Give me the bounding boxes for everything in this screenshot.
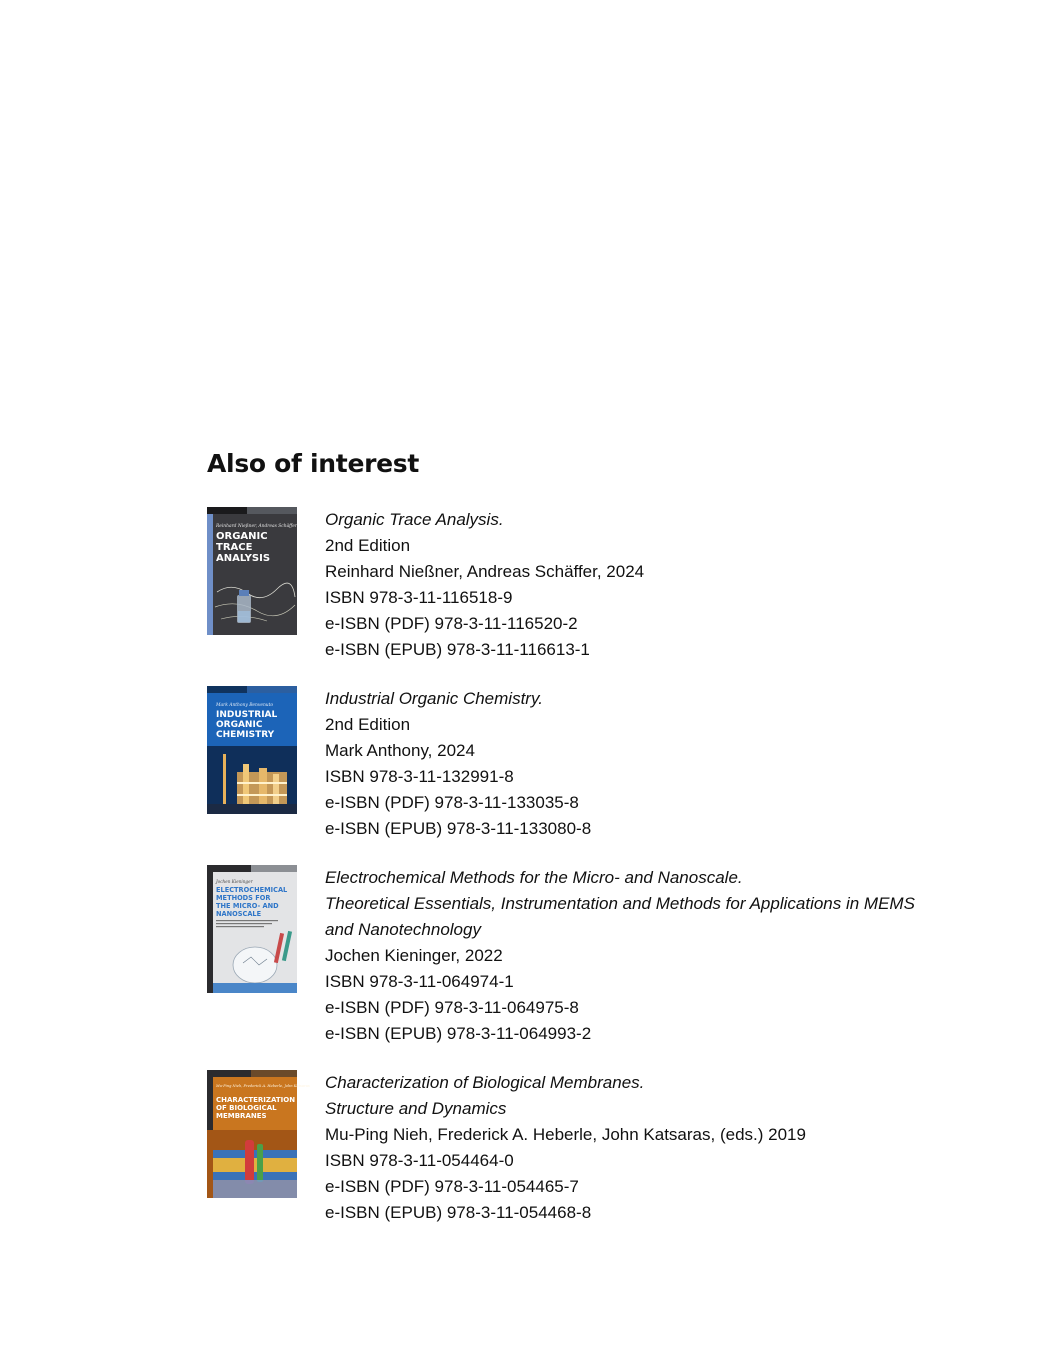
book-eisbn-epub: e-ISBN (EPUB) 978-3-11-054468-8 <box>325 1203 592 1222</box>
cover-title-line: CHARACTERIZATION <box>216 1096 296 1104</box>
cover-title-line: MEMBRANES <box>216 1112 267 1120</box>
book-subtitle: Theoretical Essentials, Instrumentation and Methods for Applications in MEMS <box>325 894 915 913</box>
book-eisbn-pdf: e-ISBN (PDF) 978-3-11-064975-8 <box>325 998 579 1017</box>
book-authors: Mark Anthony, 2024 <box>325 741 475 760</box>
book-title: Organic Trace Analysis. <box>325 510 504 529</box>
cover-title-line: CHEMISTRY <box>216 730 275 740</box>
cover-title-line: ORGANIC <box>216 531 268 542</box>
cover-authors: Mark Anthony Benvenuto <box>216 703 274 708</box>
book-eisbn-epub: e-ISBN (EPUB) 978-3-11-064993-2 <box>325 1024 592 1043</box>
book-title: Characterization of Biological Membranes. <box>325 1073 645 1092</box>
cover-authors: Jochen Kieninger <box>216 879 253 884</box>
book-title: Electrochemical Methods for the Micro- and Nanoscale. <box>325 868 743 887</box>
book-eisbn-epub: e-ISBN (EPUB) 978-3-11-133080-8 <box>325 819 592 838</box>
cover-title-line: ORGANIC <box>216 720 263 730</box>
cover-authors: Mu-Ping Nieh, Frederick A. Heberle, John Katsaras <box>216 1084 310 1088</box>
cover-title-line: INDUSTRIAL <box>216 710 278 720</box>
organic-trace-analysis-cover[interactable] <box>207 507 297 635</box>
book-details <box>325 686 591 842</box>
book-details <box>325 865 915 1047</box>
book-authors: Jochen Kieninger, 2022 <box>325 946 503 965</box>
book-details <box>325 1070 806 1226</box>
book-eisbn-pdf: e-ISBN (PDF) 978-3-11-133035-8 <box>325 793 579 812</box>
cover-title-line: NANOSCALE <box>216 910 262 918</box>
book-eisbn-pdf: e-ISBN (PDF) 978-3-11-116520-2 <box>325 614 578 633</box>
cover-title-line: ELECTROCHEMICAL <box>216 886 288 894</box>
book-isbn: ISBN 978-3-11-054464-0 <box>325 1151 514 1170</box>
book-isbn: ISBN 978-3-11-132991-8 <box>325 767 514 786</box>
book-eisbn-pdf: e-ISBN (PDF) 978-3-11-054465-7 <box>325 1177 579 1196</box>
book-authors: Reinhard Nießner, Andreas Schäffer, 2024 <box>325 562 645 581</box>
page-heading: Also of interest <box>207 449 420 478</box>
book-edition: 2nd Edition <box>325 536 411 555</box>
book-subtitle: Structure and Dynamics <box>325 1099 507 1118</box>
cover-title-line: METHODS FOR <box>216 894 271 902</box>
electrochemical-methods-cover[interactable] <box>207 865 297 993</box>
book-isbn: ISBN 978-3-11-116518-9 <box>325 588 513 607</box>
cover-authors: Reinhard Nießner, Andreas Schäffer <box>216 524 297 529</box>
book-subtitle: and Nanotechnology <box>325 920 481 939</box>
book-details <box>325 507 644 663</box>
biological-membranes-cover[interactable] <box>207 1070 310 1198</box>
book-isbn: ISBN 978-3-11-064974-1 <box>325 972 514 991</box>
cover-title-line: OF BIOLOGICAL <box>216 1104 277 1112</box>
cover-title-line: ANALYSIS <box>216 553 271 564</box>
book-authors: Mu-Ping Nieh, Frederick A. Heberle, John Katsaras, (eds.) 2019 <box>325 1125 806 1144</box>
book-edition: 2nd Edition <box>325 715 411 734</box>
book-title: Industrial Organic Chemistry. <box>325 689 543 708</box>
industrial-organic-chemistry-cover[interactable] <box>207 686 297 814</box>
cover-title-line: TRACE <box>216 542 253 553</box>
book-eisbn-epub: e-ISBN (EPUB) 978-3-11-116613-1 <box>325 640 590 659</box>
cover-title-line: THE MICRO- AND <box>216 902 279 910</box>
